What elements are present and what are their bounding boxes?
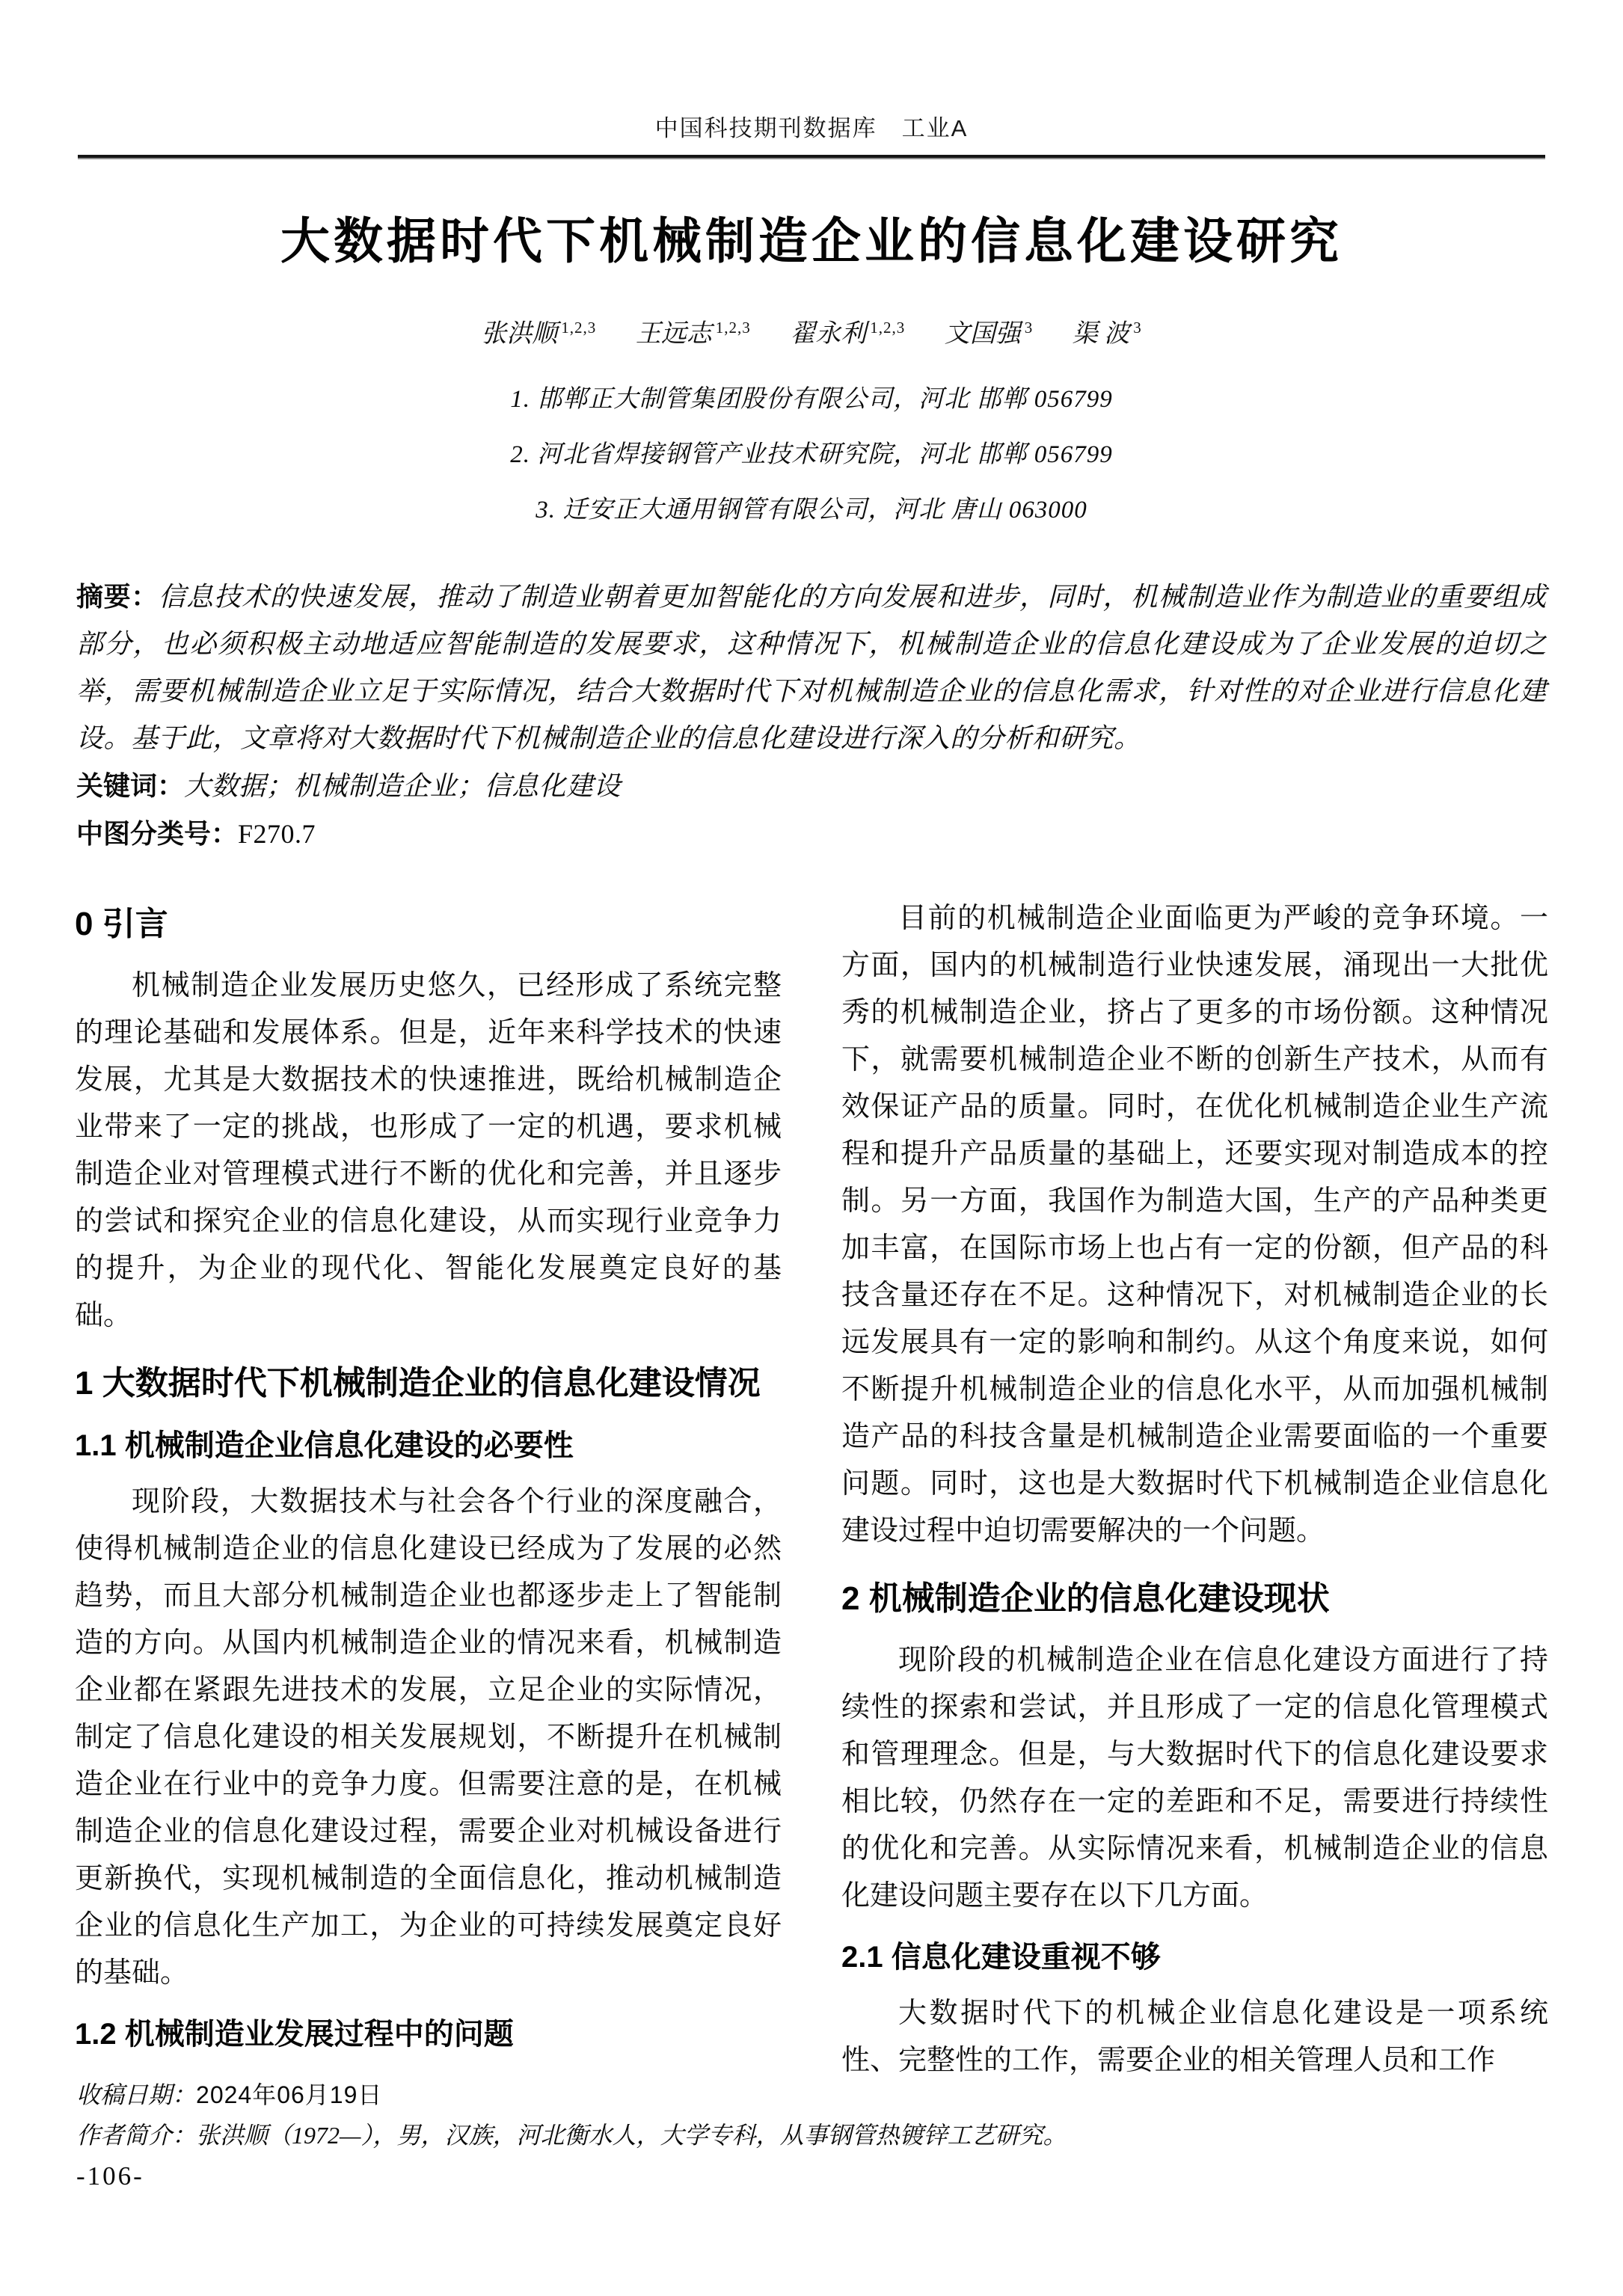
subsection-heading-2-1: 2.1 信息化建设重视不够 [841,1941,1161,1974]
body-paragraph: 机械制造企业发展历史悠久，已经形成了系统完整的理论基础和发展体系。但是，近年来科学技术的快速发展，尤其是大数据技术的快速推进，既给机械制造企业带来了一定的挑战，也形成了一定的机遇，要求机械制造企业对管理模式进行不断的优化和完善，并且逐步的尝试和探究企业的信息化建设，从而实现行业竞争力的提升，为企业的现代化、智能化发展奠定良好的基础。 [75,970,782,1331]
page-number: -106- [76,2161,144,2191]
author [636,320,751,348]
abstract-block [76,573,1547,762]
body-paragraph: 目前的机械制造企业面临更为严峻的竞争环境。一方面，国内的机械制造行业快速发展，涌现出一大批优秀的机械制造企业，挤占了更多的市场份额。这种情况下，就需要机械制造企业不断的创新生产技术，从而有效保证产品的质量。同时，在优化机械制造企业生产流程和提升产品质量的基础上，还要实现对制造成本的控制。另一方面，我国作为制造大国，生产的产品种类更加丰富，在国际市场上也占有一定的份额，但产品的科技含量还存在不足。这种情况下，对机械制造企业的长远发展具有一定的影响和制约。从这个角度来说，如何不断提升机械制造企业的信息化水平，从而加强机械制造产品的科技含量是机械制造企业需要面临的一个重要问题。同时，这也是大数据时代下机械制造企业信息化建设过程中迫切需要解决的一个问题。 [841,903,1548,1547]
author-name: 文国强 [944,320,1021,348]
author-name: 王远志 [635,320,712,348]
affiliation: 3. 迁安正大通用钢管有限公司，河北 唐山 063000 [536,497,1087,524]
keywords-text: 大数据；机械制造企业；信息化建设 [184,771,622,801]
left-column [75,895,782,2084]
subsection-heading-1-1: 1.1 机械制造企业信息化建设的必要性 [75,1429,574,1462]
abstract-label: 摘要： [76,581,159,612]
header-divider [78,155,1545,159]
right-column [841,895,1548,2084]
author-bio-text: 张洪顺（1972—），男，汉族，河北衡水人，大学专科，从事钢管热镀锌工艺研究。 [196,2122,1067,2149]
affiliation-list [0,379,1623,525]
author [481,320,596,348]
section-heading-0: 0 引言 [75,906,168,942]
author [1073,320,1142,348]
body-paragraph: 现阶段的机械制造企业在信息化建设方面进行了持续性的探索和尝试，并且形成了一定的信息化管理模式和管理理念。但是，与大数据时代下的信息化建设要求相比较，仍然存在一定的差距和不足，需要进行持续性的优化和完善。从实际情况来看，机械制造企业的信息化建设问题主要存在以下几方面。 [841,1645,1548,1912]
footer [76,2078,1547,2191]
section-heading-2: 2 机械制造企业的信息化建设现状 [841,1580,1330,1617]
body-paragraph: 现阶段，大数据技术与社会各个行业的深度融合，使得机械制造企业的信息化建设已经成为了发展的必然趋势，而且大部分机械制造企业也都逐步走上了智能制造的方向。从国内机械制造企业的情况来看，机械制造企业都在紧跟先进技术的发展，立足企业的实际情况，制定了信息化建设的相关发展规划，不断提升在机械制造企业在行业中的竞争力度。但需要注意的是，在机械制造企业的信息化建设过程，需要企业对机械设备进行更新换代，实现机械制造的全面信息化，推动机械制造企业的信息化生产加工，为企业的可持续发展奠定良好的基础。 [75,1486,782,1989]
author-superscript: 3 [1133,318,1142,337]
received-date-line [76,2078,1547,2112]
body-paragraph: 大数据时代下的机械企业信息化建设是一项系统性、完整性的工作，需要企业的相关管理人员和工作 [841,1998,1548,2076]
author-superscript: 1,2,3 [715,318,751,337]
affiliation: 1. 邯郸正大制管集团股份有限公司，河北 邯郸 056799 [510,386,1113,413]
body-columns [75,895,1548,2084]
classification-value: F270.7 [238,819,316,849]
paper-title: 大数据时代下机械制造企业的信息化建设研究 [280,215,1343,269]
received-date-value: 2024年06月19日 [196,2081,383,2108]
author-name: 翟永利 [790,320,867,348]
keywords-label: 关键词： [76,770,185,801]
keywords-line [76,762,1547,810]
abstract-text: 信息技术的快速发展，推动了制造业朝着更加智能化的方向发展和进步，同时，机械制造业作为制造业的重要组成部分，也必须积极主动地适应智能制造的发展要求，这种情况下，机械制造企业的信息化建设成为了企业发展的迫切之举，需要机械制造企业立足于实际情况，结合大数据时代下对机械制造企业的信息化需求，针对性的对企业进行信息化建设。基于此，文章将对大数据时代下机械制造企业的信息化建设进行深入的分析和研究。 [76,582,1547,753]
author-superscript: 1,2,3 [870,318,906,337]
journal-header: 中国科技期刊数据库 工业A [654,115,969,141]
affiliation: 2. 河北省焊接钢管产业技术研究院，河北 邯郸 056799 [510,441,1113,468]
author-name: 渠 波 [1072,320,1130,348]
classification-line [76,810,1547,858]
author [790,320,905,348]
author-superscript: 3 [1024,318,1034,337]
received-date-label: 收稿日期： [76,2081,197,2108]
author-bio-line [76,2118,1547,2152]
classification-label: 中图分类号： [76,818,239,849]
author-superscript: 1,2,3 [561,318,597,337]
author-bio-label: 作者简介： [76,2122,197,2149]
author-line [0,313,1623,349]
section-heading-1: 1 大数据时代下机械制造企业的信息化建设情况 [75,1365,761,1402]
author-name: 张洪顺 [481,320,558,348]
author [945,320,1034,348]
subsection-heading-1-2: 1.2 机械制造业发展过程中的问题 [75,2018,514,2051]
